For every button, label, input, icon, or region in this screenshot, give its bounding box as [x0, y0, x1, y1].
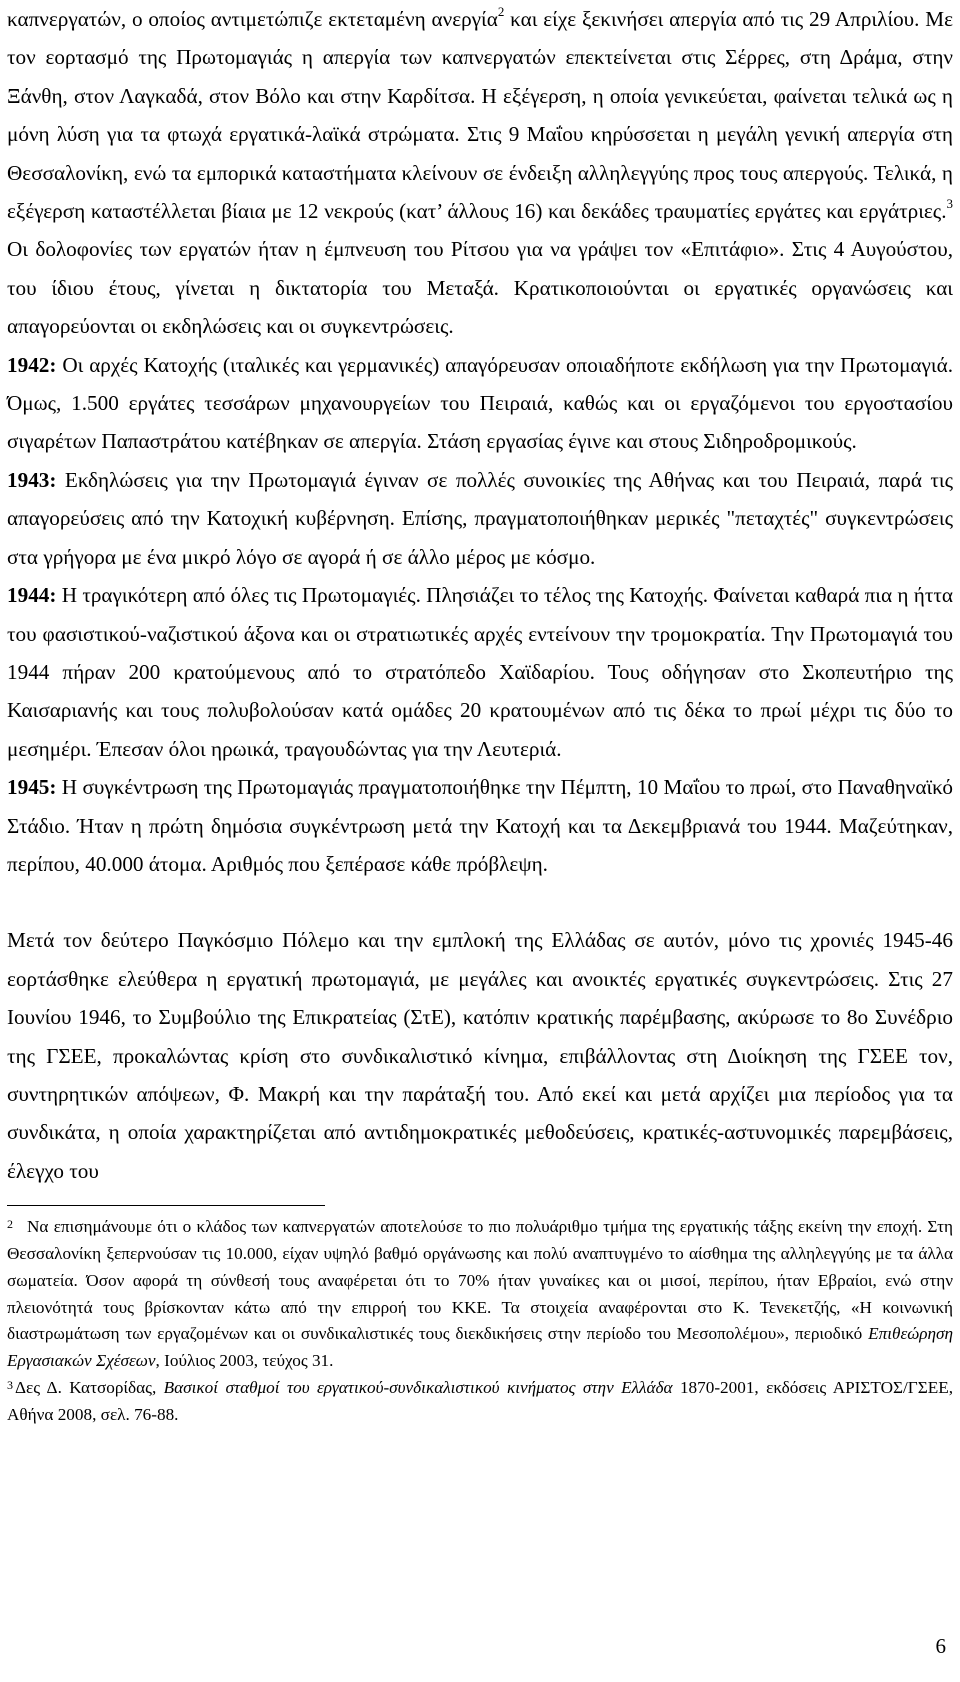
paragraph-tobacco-workers-strike: [7, 0, 953, 346]
paragraph-1944: [7, 576, 953, 768]
text-run: Εκδηλώσεις για την Πρωτομαγιά έγιναν σε πολλές συνοικίες της Αθήνας και του Πειραιά, παρά τις απαγορεύσεις από την Κατοχική κυβέρνηση. Επίσης, πραγματοποιήθηκαν μερικές "πεταχτές" συγκεντρώσεις στα γρήγορα με ένα μικρό λόγο σε αγορά ή σε άλλο μέρος με κόσμο.: [7, 467, 953, 569]
document-page: [7, 0, 953, 1429]
text-run: Η τραγικότερη από όλες τις Πρωτομαγιές. Πλησιάζει το τέλος της Κατοχής. Φαίνεται καθαρά πια η ήττα του φασιστικού-ναζιστικού άξονα και οι στρατιωτικές αρχές εντείνουν την τρομοκρατία. Την Πρωτομαγιά του 1944 πήραν 200 κρατούμενους από το στρατόπεδο Χαϊδαρίου. Τους οδήγησαν στο Σκοπευτήριο της Καισαριανής και τους πολυβολούσαν κατά ομάδες 20 κρατουμένων από τις δέκα το πρωί μέχρι τις δύο το μεσημέρι. Έπεσαν όλοι ηρωικά, τραγουδώντας για την Λευτεριά.: [7, 583, 953, 761]
text-run: και είχε ξεκινήσει απεργία από τις 29 Απριλίου. Με τον εορτασμό της Πρωτομαγιάς η απεργία των καπνεργατών επεκτείνεται στις Σέρρες, στη Δράμα, στην Ξάνθη, στον Λαγκαδά, στον Βόλο και στην Καρδίτσα. Η εξέγερση, η οποία γενικεύεται, φαίνεται τελικά ως η μόνη λύση για τα φτωχά εργατικά-λαϊκά στρώματα. Στις 9 Μαΐου κηρύσσεται η μεγάλη γενική απεργία στη Θεσσαλονίκη, ενώ τα εμπορικά καταστήματα κλείνουν σε ένδειξη αλληλεγγύης προς τους απεργούς. Τελικά, η εξέγερση καταστέλλεται βίαια με 12 νεκρούς (κατ’ άλλους 16) και δεκάδες τραυματίες εργάτες και εργάτριες.: [7, 7, 953, 224]
footnote-text: , Ιούλιος 2003, τεύχος 31.: [155, 1351, 334, 1371]
journal-title: Επιθεώρηση Εργασιακών Σχέσεων: [7, 1324, 953, 1371]
footnote-text: Να επισημάνουμε ότι ο κλάδος των καπνεργατών αποτελούσε το πιο πολυάριθμο τμήμα της εργατικής τάξης εκείνη την εποχή. Στη Θεσσαλονίκη ξεπερνούσαν τις 10.000, είχαν υψηλό βαθμό οργάνωσης και πολύ αναπτυγμένο το αίσθημα της αλληλεγγύης με τα άλλα σωματεία. Όσον αφορά τη σύνθεσή τους αναφέρεται ότι το 70% ήταν γυναίκες και οι μισοί, περίπου, ήταν Εβραίοι, ενώ στην πλειονότητά τους βρίσκονταν κάτω από την επιρροή του ΚΚΕ. Τα στοιχεία αναφέρονται στο Κ. Τενεκετζής, «Η κοινωνική διαστρωμάτωση των εργαζομένων και οι συνδικαλιστικές τους διεκδικήσεις στην περίοδο του Μεσοπολέμου», περιοδικό: [7, 1217, 953, 1344]
paragraph-spacer: [7, 883, 953, 921]
footnote-text: Δες Δ. Κατσορίδας,: [15, 1377, 164, 1397]
footnote-separator: [7, 1205, 325, 1206]
footnote-ref-3[interactable]: 3: [946, 196, 953, 212]
paragraph-1945: [7, 768, 953, 883]
footnote-number: 2: [7, 1217, 13, 1232]
year-label: 1944:: [7, 583, 57, 608]
footnote-3: [7, 1375, 953, 1429]
year-label: 1942:: [7, 352, 57, 377]
text-run: Οι αρχές Κατοχής (ιταλικές και γερμανικές) απαγόρευσαν οποιαδήποτε εκδήλωση για την Πρωτομαγιά. Όμως, 1.500 εργάτες τεσσάρων μηχανουργείων του Πειραιά, καθώς και οι εργαζόμενοι του εργοστασίου σιγαρέτων Παπαστράτου κατέβηκαν σε απεργία. Στάση εργασίας έγινε και στους Σιδηροδρομικούς.: [7, 352, 953, 454]
footnote-2: [7, 1214, 953, 1375]
footnote-number: 3: [7, 1377, 13, 1392]
paragraph-1942: [7, 346, 953, 461]
paragraph-1943: [7, 461, 953, 576]
paragraph-postwar: Μετά τον δεύτερο Παγκόσμιο Πόλεμο και την εμπλοκή της Ελλάδας σε αυτόν, μόνο τις χρονιές 1945-46 εορτάσθηκε ελεύθερα η εργατική πρωτομαγιά, με μεγάλες και ανοικτές εργατικές συγκεντρώσεις. Στις 27 Ιουνίου 1946, το Συμβούλιο της Επικρατείας (ΣτΕ), κατόπιν κρατικής παρέμβασης, ακύρωσε το 8ο Συνέδριο της ΓΣΕΕ, προκαλώντας κρίση στο συνδικαλιστικό κίνημα, επιβάλλοντας στη Διοίκηση της ΓΣΕΕ τον, συντηρητικών απόψεων, Φ. Μακρή και την παράταξή του. Από εκεί και μετά αρχίζει μια περίοδος για τα συνδικάτα, η οποία χαρακτηρίζεται από αντιδημοκρατικές μεθοδεύσεις, κρατικές-αστυνομικές παρεμβάσεις, έλεγχο του: [7, 928, 953, 1183]
text-run: Οι δολοφονίες των εργατών ήταν η έμπνευση του Ρίτσου για να γράψει τον «Επιτάφιο». Στις 4 Αυγούστου, του ίδιου έτους, γίνεται η δικτατορία του Μεταξά. Κρατικοποιούνται οι εργατικές οργανώσεις και απαγορεύονται οι εκδηλώσεις και οι συγκεντρώσεις.: [7, 237, 953, 339]
footnote-text: 1870-2001, εκδόσεις ΑΡΙΣΤΟΣ/ΓΣΕΕ, Αθήνα 2008, σελ. 76-88.: [7, 1377, 954, 1424]
text-run: Η συγκέντρωση της Πρωτομαγιάς πραγματοποιήθηκε την Πέμπτη, 10 Μαΐου το πρωί, στο Παναθηναϊκό Στάδιο. Ήταν η πρώτη δημόσια συγκέντρωση μετά την Κατοχή και τα Δεκεμβριανά του 1944. Μαζεύτηκαν, περίπου, 40.000 άτομα. Αριθμός που ξεπέρασε κάθε πρόβλεψη.: [7, 775, 953, 876]
page-number: 6: [935, 1634, 946, 1658]
text-run: καπνεργατών, ο οποίος αντιμετώπιζε εκτεταμένη ανεργία: [7, 7, 498, 31]
book-title: Βασικοί σταθμοί του εργατικού-συνδικαλιστικού κινήματος στην Ελλάδα: [163, 1377, 673, 1397]
year-label: 1945:: [7, 775, 57, 800]
year-label: 1943:: [7, 467, 57, 492]
footnote-ref-2[interactable]: 2: [497, 4, 505, 19]
